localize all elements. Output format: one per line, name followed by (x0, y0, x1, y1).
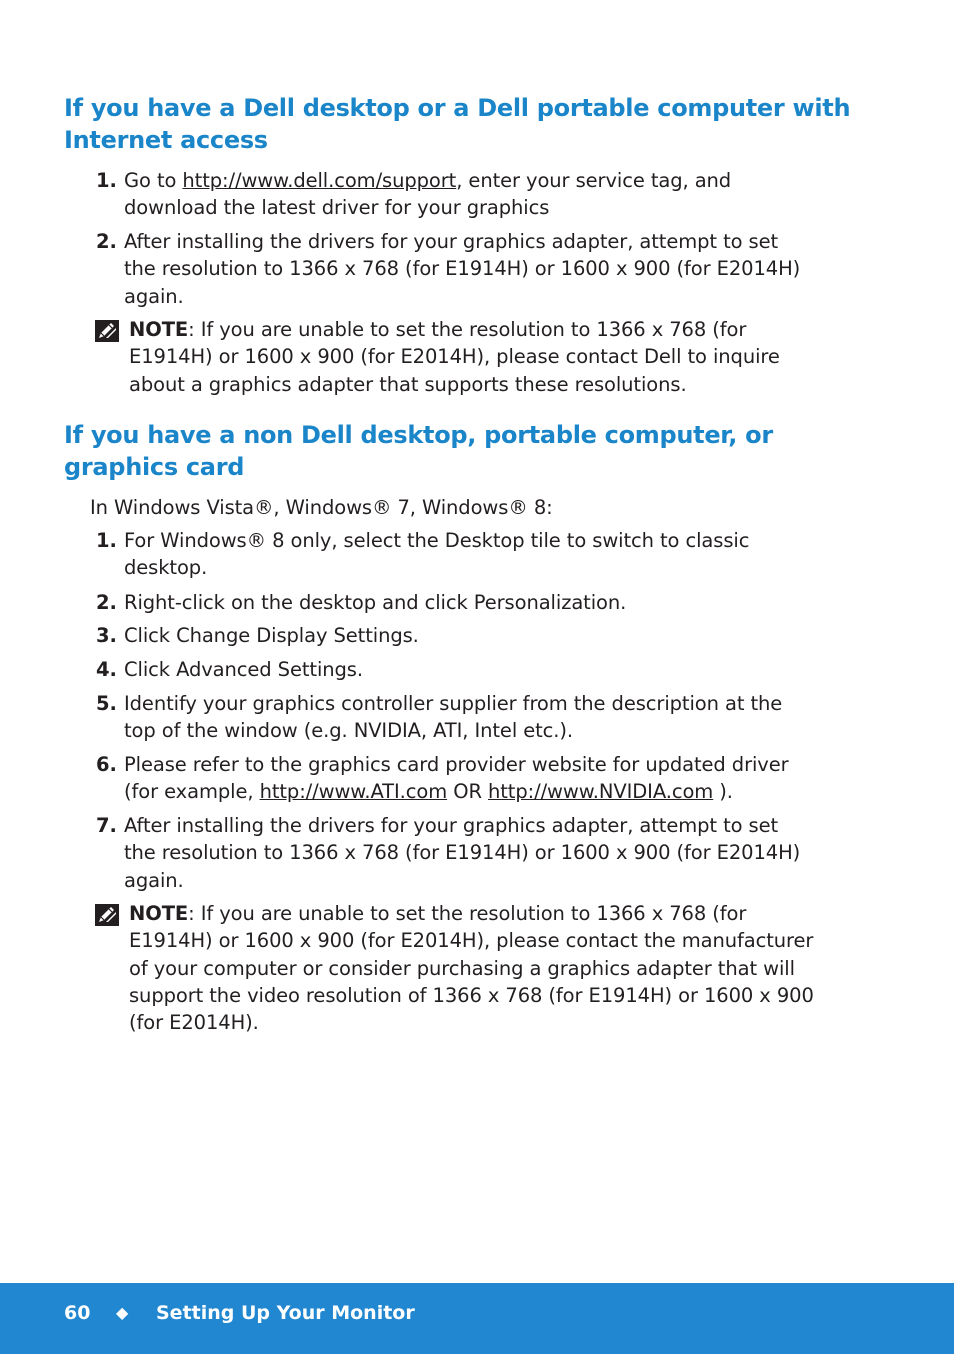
section-heading-non-dell-computer (64, 419, 864, 483)
step-text (124, 690, 864, 745)
step-text-fragment: For Windows® 8 only, select the Desktop tile to switch to classic (124, 529, 750, 552)
step-text (124, 527, 864, 582)
step-number: 5. (96, 692, 117, 715)
step-text-fragment: After installing the drivers for your graphics adapter, attempt to set (124, 814, 779, 837)
pencil-note-icon (94, 903, 120, 927)
note-text-fragment: support the video resolution of 1366 x 768 (for E1914H) or 1600 x 900 (129, 983, 814, 1007)
heading-line: If you have a Dell desktop or a Dell portable computer with (64, 94, 851, 122)
note-text (129, 316, 859, 398)
step-text (124, 812, 864, 894)
step-number: 6. (96, 753, 117, 776)
note-box (94, 900, 864, 1040)
step-text-fragment: After installing the drivers for your graphics adapter, attempt to set (124, 230, 779, 253)
step-number: 2. (96, 230, 117, 253)
step-text-fragment: Please refer to the graphics card provider website for updated driver (124, 753, 789, 776)
list-item-step-2 (96, 589, 856, 617)
heading-line: If you have a non Dell desktop, portable computer, or (64, 421, 773, 449)
step-text (124, 228, 864, 310)
note-text-fragment: (for E2014H). (129, 1011, 259, 1035)
list-item-step-6 (96, 751, 856, 807)
heading-line: Internet access (64, 126, 268, 154)
note-box (94, 316, 864, 400)
step-text (124, 751, 864, 806)
note-text-fragment: E1914H) or 1600 x 900 (for E2014H), please contact Dell to inquire (129, 345, 780, 369)
note-label: NOTE (129, 902, 189, 925)
step-text-fragment: Identify your graphics controller supplier from the description at the (124, 692, 783, 715)
pencil-note-icon (94, 319, 120, 343)
ati-link[interactable]: http://www.ATI.com (259, 780, 448, 804)
step-text: Click Advanced Settings. (124, 658, 363, 681)
step-number: 3. (96, 624, 117, 647)
heading-line: graphics card (64, 453, 245, 481)
step-text (124, 167, 864, 222)
step-text-fragment: desktop. (124, 556, 208, 580)
step-text: Right-click on the desktop and click Personalization. (124, 591, 627, 614)
step-text-fragment: , enter your service tag, and (456, 169, 732, 192)
step-text: Click Change Display Settings. (124, 624, 419, 647)
note-text-fragment: : If you are unable to set the resolution to 1366 x 768 (for (188, 902, 747, 925)
footer-bar (0, 1283, 954, 1354)
step-number: 1. (96, 169, 117, 192)
note-text-fragment: of your computer or consider purchasing a graphics adapter that will (129, 956, 795, 980)
step-text-fragment: again. (124, 284, 184, 308)
note-label: NOTE (129, 318, 189, 341)
step-number: 1. (96, 529, 117, 552)
note-text-fragment: : If you are unable to set the resolution to 1366 x 768 (for (188, 318, 747, 341)
step-number: 7. (96, 814, 117, 837)
footer-section-title: Setting Up Your Monitor (156, 1302, 415, 1324)
section-heading-dell-computer (64, 92, 864, 156)
list-item-step-1 (96, 527, 856, 583)
step-text-fragment: ). (713, 780, 733, 804)
dell-support-link[interactable]: http://www.dell.com/support (182, 169, 457, 192)
intro-text: In Windows Vista®, Windows® 7, Windows® 8: (90, 496, 553, 519)
list-item-step-4 (96, 656, 856, 684)
step-number: 2. (96, 591, 117, 614)
diamond-separator-icon: ◆ (116, 1303, 129, 1322)
step-text-fragment: the resolution to 1366 x 768 (for E1914H) or 1600 x 900 (for E2014H) (124, 257, 801, 281)
step-text-fragment: Go to (124, 169, 183, 192)
step-text-fragment: (for example, (124, 780, 260, 804)
nvidia-link[interactable]: http://www.NVIDIA.com (488, 780, 714, 804)
list-item-step-1 (96, 167, 856, 223)
list-item-step-5 (96, 690, 856, 746)
list-item-step-7 (96, 812, 856, 896)
step-text-fragment: OR (447, 780, 488, 804)
list-item-step-3 (96, 622, 856, 650)
note-text (129, 900, 859, 1036)
step-text-fragment: download the latest driver for your graphics (124, 196, 550, 220)
step-text-fragment: again. (124, 868, 184, 892)
page-number: 60 (64, 1302, 91, 1324)
note-text-fragment: about a graphics adapter that supports these resolutions. (129, 372, 687, 396)
step-number: 4. (96, 658, 117, 681)
step-text-fragment: top of the window (e.g. NVIDIA, ATI, Intel etc.). (124, 719, 574, 743)
step-text-fragment: the resolution to 1366 x 768 (for E1914H) or 1600 x 900 (for E2014H) (124, 841, 801, 865)
note-text-fragment: E1914H) or 1600 x 900 (for E2014H), please contact the manufacturer (129, 929, 814, 953)
list-item-step-2 (96, 228, 856, 312)
